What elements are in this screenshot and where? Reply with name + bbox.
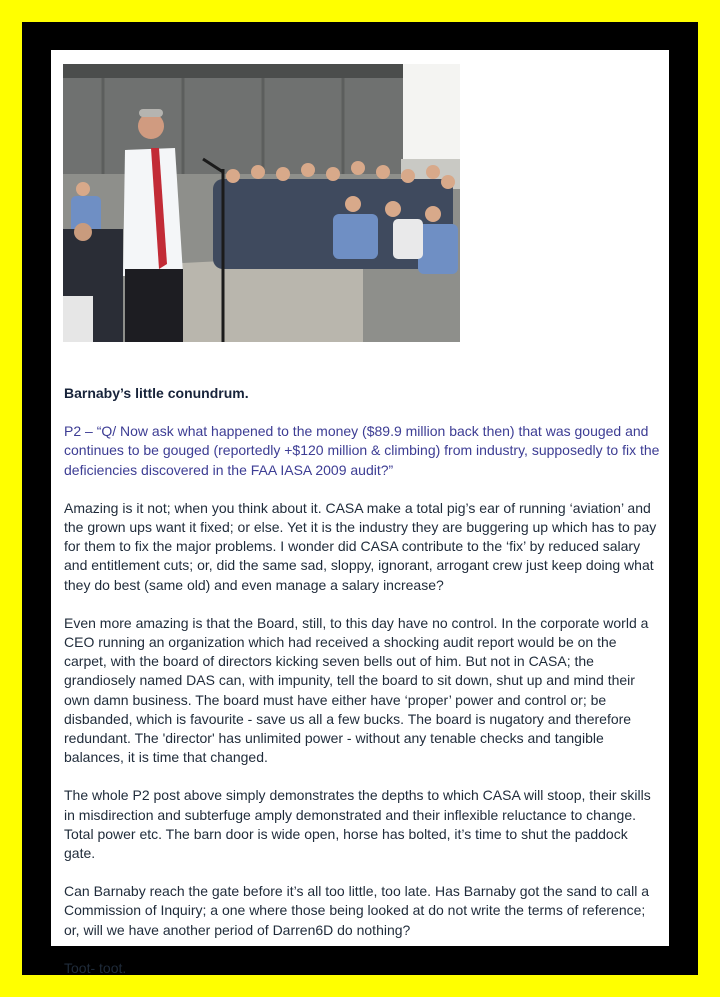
quoted-question: P2 – “Q/ Now ask what happened to the money ($89.9 million back then) that was gouged and continues to be gouged (reportedly +$120 million & climbing) from industry, supposedly to fix the deficiencies discovered in the FAA IASA 2009 audit?” <box>64 423 660 478</box>
article-body <box>64 384 662 978</box>
signoff: Toot- toot. <box>64 959 127 976</box>
article-heading: Barnaby’s little conundrum. <box>64 385 249 401</box>
hangar-meeting-photo <box>63 64 460 342</box>
paragraph-1: Amazing is it not; when you think about it. CASA make a total pig’s ear of running ‘aviation’ and the grown ups want it fixed; or else. Yet it is the industry they are buggering up which has to pay for them to fix the major problems. I wonder did CASA contribute to the ‘fix’ by reduced salary and entitlement cuts; or, did the same sad, sloppy, ignorant, arrogant crew just keep doing what they do best (same old) and even manage a salary increase? <box>64 499 657 593</box>
document-page <box>51 50 669 976</box>
paragraph-4: Can Barnaby reach the gate before it’s all too little, too late. Has Barnaby got the sand to call a Commission of Inquiry; a one where those being looked at do not write the terms of reference; or, will we have another period of Darren6D do nothing? <box>64 883 649 938</box>
paragraph-2: Even more amazing is that the Board, still, to this day have no control. In the corporate world a CEO running an organization which had received a shocking audit report would be on the carpet, with the board of directors kicking seven bells out of him. But not in CASA; the grandiosely named DAS can, with impunity, tell the board to sit down, shut up and mind their own damn business. The board must have either have ‘proper’ power and control or; be disbanded, which is favourite - save us all a few bucks. The board is nugatory and therefore redundant. The 'director' has unlimited power - without any tenable checks and tangible balances, it is time that changed. <box>64 614 649 766</box>
paragraph-3: The whole P2 post above simply demonstrates the depths to which CASA will stoop, their skills in misdirection and subterfuge amply demonstrated and their inflexible reluctance to change. Total power etc. The barn door is wide open, horse has bolted, it’s time to shut the paddock gate. <box>64 787 651 862</box>
